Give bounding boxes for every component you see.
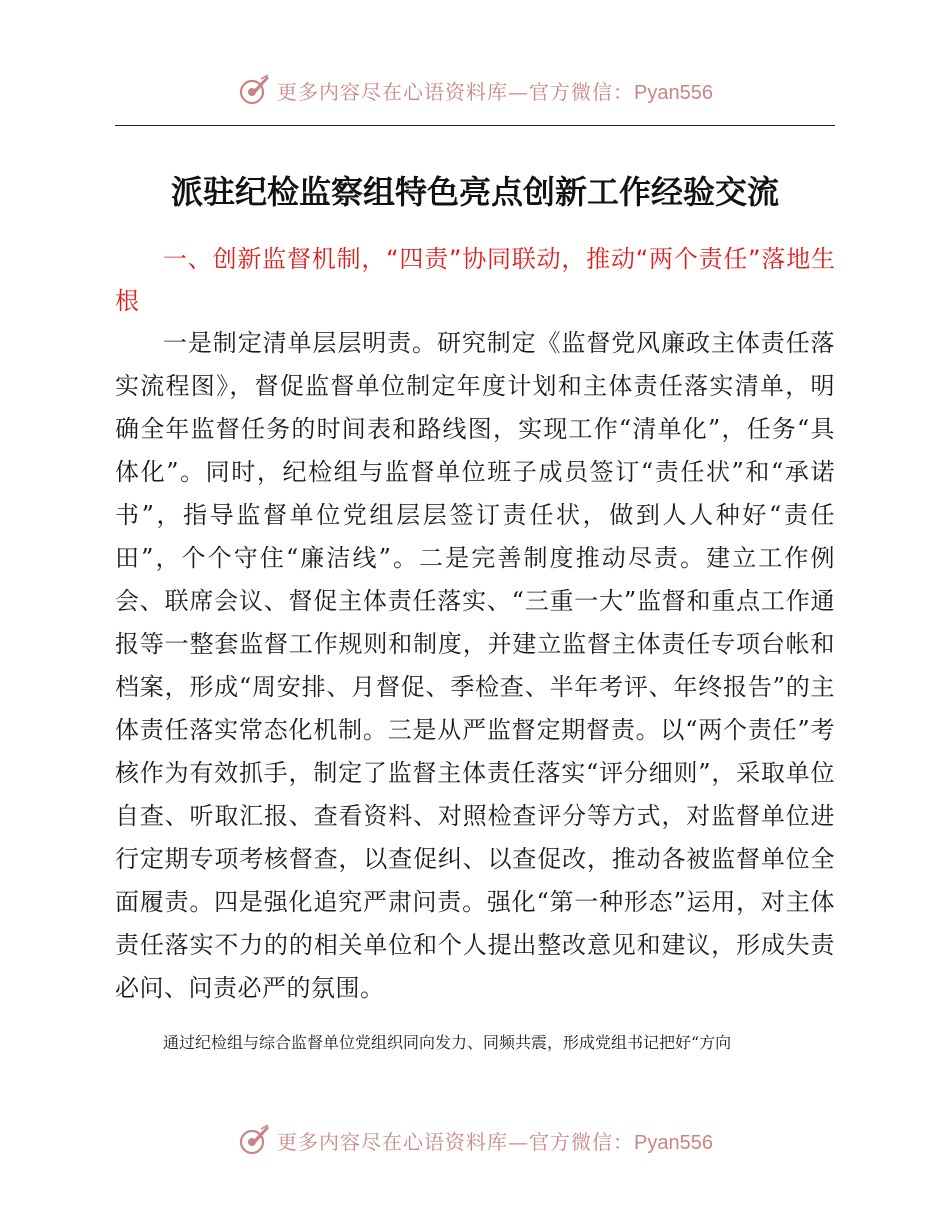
watermark-text-cn: 更多内容尽在心语资料库—官方微信： xyxy=(277,79,635,104)
section-heading: 一、创新监督机制，“四责”协同联动，推动“两个责任”落地生根 xyxy=(115,245,835,315)
quill-logo-icon xyxy=(237,1123,271,1157)
watermark-wechat-id: Pyan556 xyxy=(634,1131,713,1154)
watermark-header xyxy=(0,70,950,110)
quill-logo-icon xyxy=(237,73,271,107)
header-divider xyxy=(115,125,835,126)
watermark-text xyxy=(277,1126,713,1155)
document-title: 派驻纪检监察组特色亮点创新工作经验交流 xyxy=(170,173,779,211)
watermark-wechat-id: Pyan556 xyxy=(634,81,713,104)
body-paragraph: 一是制定清单层层明责。研究制定《监督党风廉政主体责任落实流程图》，督促监督单位制定年度计划和主体责任落实清单，明确全年监督任务的时间表和路线图，实现工作“清单化”，任务“具体化”。同时，纪检组与监督单位班子成员签订“责任状”和“承诺书”，指导监督单位党组层层签订责任状，做到人人种好“责任田”，个个守住“廉洁线”。二是完善制度推动尽责。建立工作例会、联席会议、督促主体责任落实、“三重一大”监督和重点工作通报等一整套监督工作规则和制度，并建立监督主体责任专项台帐和档案，形成“周安排、月督促、季检查、半年考评、年终报告”的主体责任落实常态化机制。三是从严监督定期督责。以“两个责任”考核作为有效抓手，制定了监督主体责任落实“评分细则”，采取单位自查、听取汇报、查看资料、对照检查评分等方式，对监督单位进行定期专项考核督查，以查促纠、以查促改，推动各被监督单位全面履责。四是强化追究严肃问责。强化“第一种形态”运用，对主体责任落实不力的的相关单位和个人提出整改意见和建议，形成失责必问、问责必严的氛围。 xyxy=(115,329,835,1002)
watermark-text xyxy=(277,76,713,105)
tail-paragraph: 通过纪检组与综合监督单位党组织同向发力、同频共震，形成党组书记把好“方向 xyxy=(163,1033,732,1052)
watermark-text-cn: 更多内容尽在心语资料库—官方微信： xyxy=(277,1129,635,1154)
watermark-footer xyxy=(0,1120,950,1160)
